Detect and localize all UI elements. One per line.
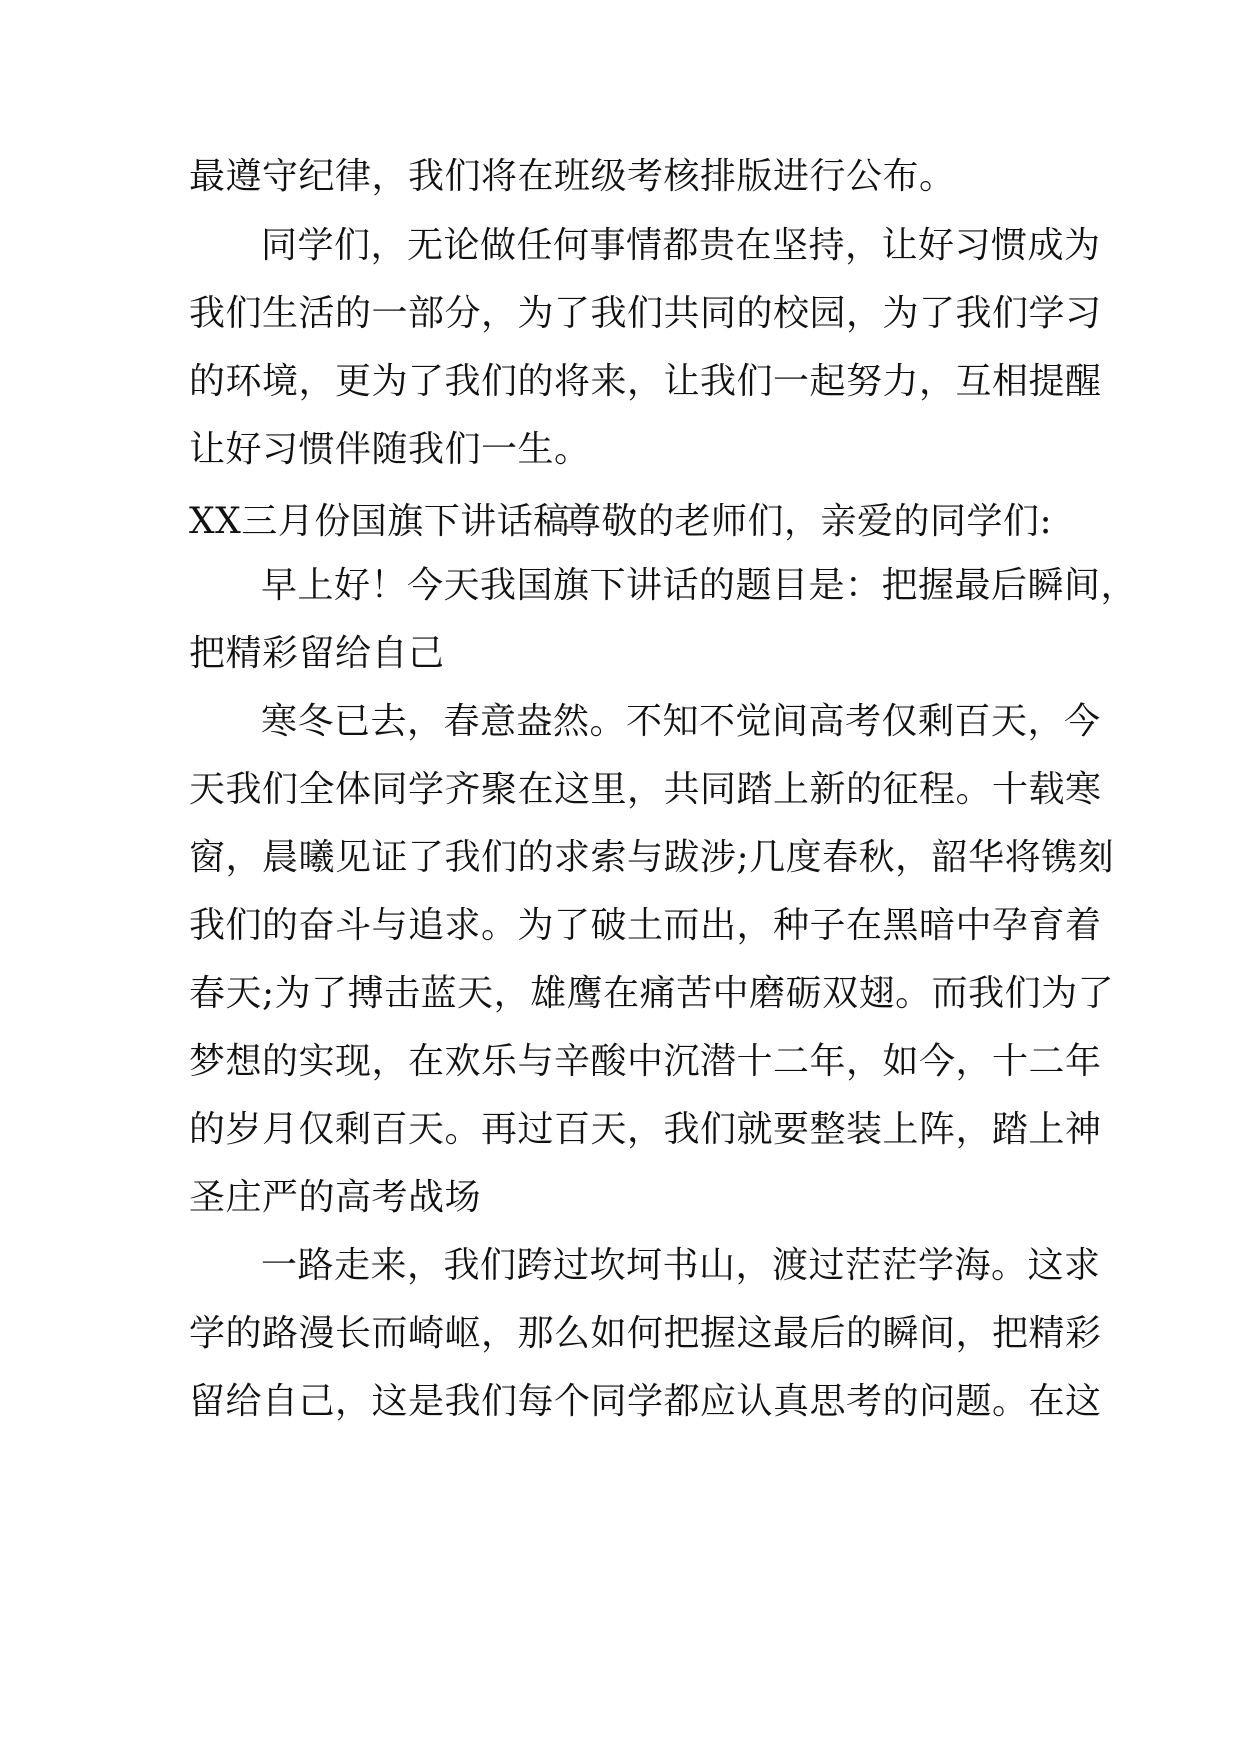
speech-salutation: 尊敬的老师们，亲爱的同学们:: [565, 501, 1053, 542]
text-line: 梦想的实现，在欢乐与辛酸中沉潜十二年，如今，十二年: [189, 1041, 1102, 1082]
text-line: 最遵守纪律，我们将在班级考核排版进行公布。: [189, 156, 956, 197]
text-line: 我们生活的一部分，为了我们共同的校园，为了我们学习: [189, 293, 1102, 334]
text-line: 留给自己，这是我们每个同学都应认真思考的问题。在这: [189, 1381, 1102, 1422]
paragraph-start-line: 一路走来，我们跨过坎坷书山，渡过茫茫学海。这求: [261, 1245, 1101, 1286]
paragraph-start-line: 同学们，无论做任何事情都贵在坚持，让好习惯成为: [261, 225, 1101, 266]
text-line: 天我们全体同学齐聚在这里，共同踏上新的征程。十载寒: [189, 769, 1102, 810]
text-line: 的岁月仅剩百天。再过百天，我们就要整装上阵，踏上神: [189, 1109, 1102, 1150]
text-line: 学的路漫长而崎岖，那么如何把握这最后的瞬间，把精彩: [189, 1313, 1102, 1354]
text-line: 圣庄严的高考战场: [189, 1177, 482, 1218]
text-line: 我们的奋斗与追求。为了破土而出，种子在黑暗中孕育着: [189, 905, 1102, 946]
paragraph-start-line: 早上好！今天我国旗下讲话的题目是：把握最后瞬间，: [261, 565, 1138, 606]
text-line: 的环境，更为了我们的将来，让我们一起努力，互相提醒: [189, 361, 1102, 402]
text-line: 窗，晨曦见证了我们的求索与跋涉;几度春秋，韶华将镌刻: [189, 837, 1115, 878]
text-line: 让好习惯伴随我们一生。: [189, 429, 591, 470]
speech-title: XX三月份国旗下讲话稿: [189, 501, 570, 542]
text-line: 把精彩留给自己: [189, 633, 445, 674]
text-line: 春天;为了搏击蓝天，雄鹰在痛苦中磨砺双翅。而我们为了: [189, 973, 1115, 1014]
paragraph-start-line: 寒冬已去，春意盎然。不知不觉间高考仅剩百天，今: [261, 701, 1101, 742]
